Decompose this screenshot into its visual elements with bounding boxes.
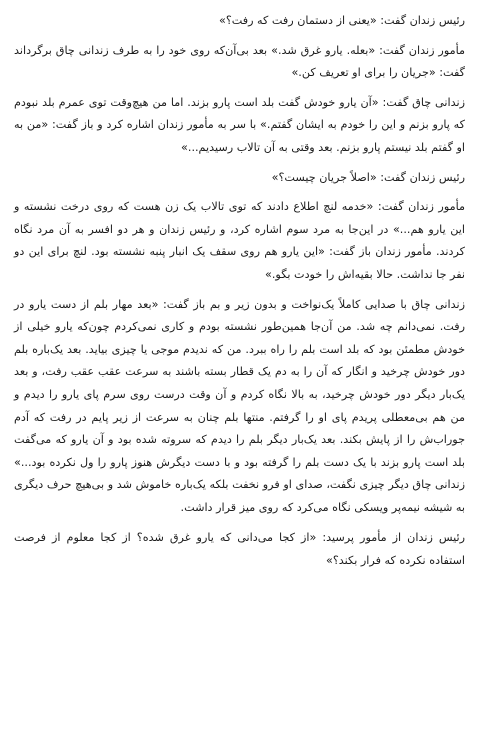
paragraph-6: زندانی چاق با صدایی کاملاً یک‌نواخت و بدون زیر و بم باز گفت: «بعد مهار بلم از دست یارو در رفت. نمی‌دانم چه شد. من آن‌جا همین‌طور نشسته بودم و کاری نمی‌کردم چون‌که یارو خیلی از خودش مطمئن بود که بلد است بلم را راه ببرد. من که ندیدم موجی یا چیزی بیاید. بعد یک‌باره بلم دور خودش چرخید و انگار که آن را به دم یک قطار بسته باشند به سرعت عقب عقب رفت، و بعد یک‌بار دیگر دور خودش چرخید، به بالا نگاه کردم و آن وقت درست روی سرم پای یارو را دیدم و من هم بی‌معطلی پریدم پای او را گرفتم. منتها بلم چنان به سرعت از زیر پایم در رفت که آدم جوراب‌ش را از پایش بکند. بعد یک‌بار دیگر بلم را دیدم که سروته شده بود و آن یارو که می‌گفت بلد است پارو بزند با یک دست بلم را گرفته بود و با دست دیگرش هنوز پارو را ول نکرده بود...» زندانی چاق دیگر چیزی نگفت، صدای او فرو نخفت بلکه یک‌باره خاموش شد و بی‌هیچ حرف دیگری به شیشه نیمه‌پر ویسکی نگاه می‌کرد که روی میز قرار داشت.: [14, 297, 465, 514]
paragraph-7: رئیس زندان از مأمور پرسید: «از کجا می‌دانی که یارو غرق شده؟ از کجا معلوم از فرصت استفاده نکرده که فرار بکند؟»: [14, 531, 465, 568]
paragraph-3: زندانی چاق گفت: «آن یارو خودش گفت بلد است پارو بزند. اما من هیچ‌وقت توی عمرم بلد نبودم که پارو بزنم و این را خودم به ایشان گفتم.» با سر به مأمور زندان اشاره کرد و باز گفت: «من به او گفتم بلد نیستم پارو بزنم. بعد وقتی به آن تالاب رسیدیم...»: [14, 95, 465, 154]
paragraph-5: مأمور زندان گفت: «خدمه لنچ اطلاع دادند که توی تالاب یک زن هست که روی درخت نشسته و این یارو هم...» در این‌جا به مرد سوم اشاره کرد، و رئیس زندان و هر دو افسر به آن مرد نگاه کردند. مأمور زندان باز گفت: «این یارو هم روی سقف یک انبار پنبه نشسته بود. لنچ برای این دو نفر جا نداشت. حالا بقیه‌اش را خودت بگو.»: [14, 200, 465, 281]
paragraph-1: رئیس زندان گفت: «یعنی از دستمان رفت که رفت؟»: [218, 14, 465, 27]
paragraph-2: مأمور زندان گفت: «بعله. یارو غرق شد.» بعد بی‌آن‌که روی خود را به طرف زندانی چاق برگرداند گفت: «جریان را برای او تعریف کن.»: [14, 43, 465, 80]
paragraph-4: رئیس زندان گفت: «اصلاً جریان چیست؟»: [271, 170, 465, 184]
